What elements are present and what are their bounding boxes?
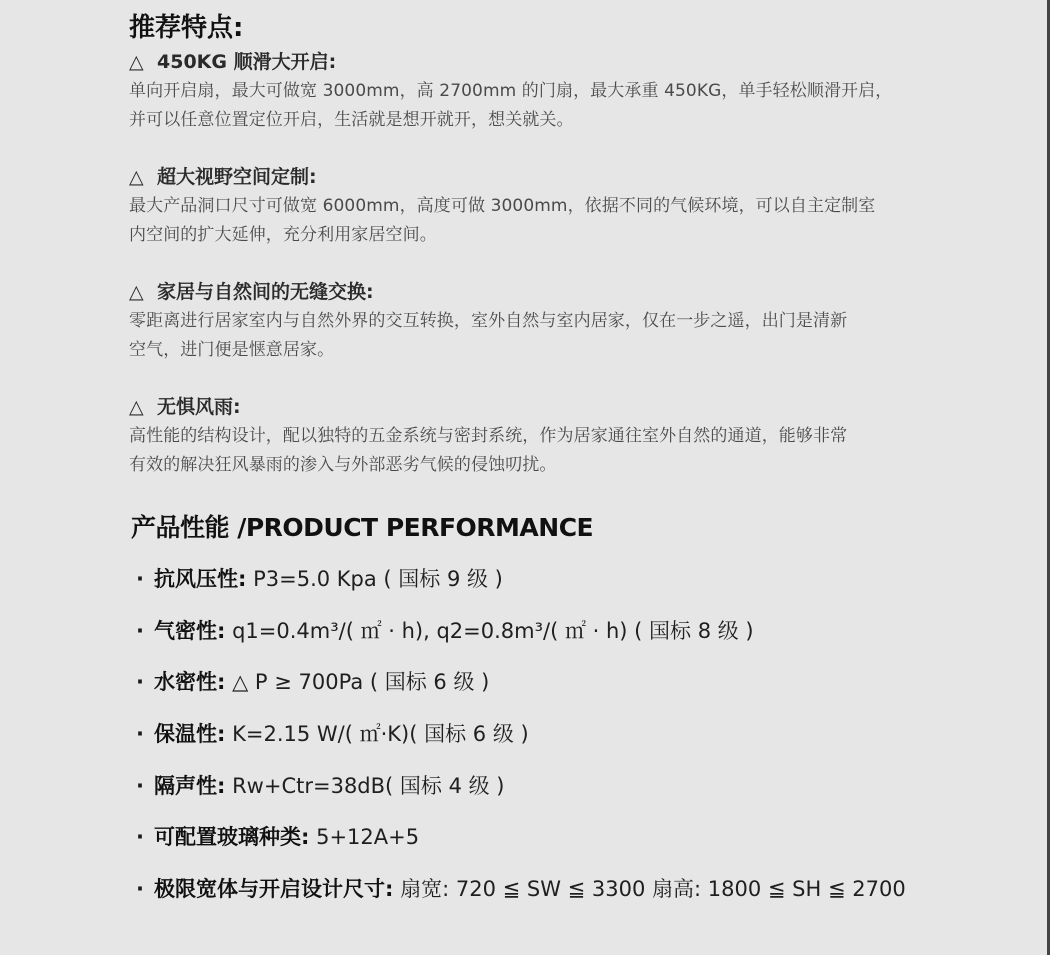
feature-body xyxy=(129,77,969,135)
performance-list xyxy=(136,561,1016,923)
bullet-icon: · xyxy=(136,618,144,643)
performance-item xyxy=(136,561,1016,613)
feature-heading-text: 超大视野空间定制: xyxy=(157,166,317,188)
feature-item xyxy=(129,278,969,365)
bullet-icon: · xyxy=(136,825,144,850)
feature-heading-text: 450KG 顺滑大开启: xyxy=(157,51,337,73)
performance-value: Rw+Ctr=38dB( 国标 4 级 ) xyxy=(232,773,505,798)
feature-body xyxy=(129,422,969,480)
performance-label: 抗风压性: xyxy=(154,567,247,591)
feature-line: 单向开启扇，最大可做宽 3000mm，高 2700mm 的门扇，最大承重 450KG，单手轻松顺滑开启， xyxy=(129,81,893,101)
feature-item xyxy=(129,393,969,480)
feature-line: 高性能的结构设计，配以独特的五金系统与密封系统，作为居家通往室外自然的通道，能够非常 xyxy=(129,426,848,446)
bullet-icon: · xyxy=(136,567,144,591)
performance-label: 气密性: xyxy=(154,618,226,643)
feature-line: 并可以任意位置定位开启，生活就是想开就开，想关就关。 xyxy=(129,110,574,130)
performance-item xyxy=(136,819,1016,871)
feature-line: 内空间的扩大延伸，充分利用家居空间。 xyxy=(129,225,437,245)
performance-title: 产品性能 /PRODUCT PERFORMANCE xyxy=(131,513,594,542)
triangle-icon: △ xyxy=(129,396,144,418)
feature-heading-text: 无惧风雨: xyxy=(157,396,241,418)
feature-heading xyxy=(129,163,969,192)
performance-label: 水密性: xyxy=(154,670,226,695)
feature-body xyxy=(129,192,969,250)
performance-label: 保温性: xyxy=(154,722,226,747)
performance-value: K=2.15 W/( ㎡·K)( 国标 6 级 ) xyxy=(232,722,529,747)
feature-line: 有效的解决狂风暴雨的渗入与外部恶劣气候的侵蚀叨扰。 xyxy=(129,455,557,475)
performance-label: 可配置玻璃种类: xyxy=(154,825,310,850)
performance-item xyxy=(136,613,1016,665)
feature-heading xyxy=(129,48,969,77)
triangle-icon: △ xyxy=(129,281,144,303)
performance-item xyxy=(136,716,1016,768)
feature-heading xyxy=(129,393,969,422)
performance-value: △ P ≥ 700Pa ( 国标 6 级 ) xyxy=(232,670,490,695)
bullet-icon: · xyxy=(136,722,144,747)
performance-label: 极限宽体与开启设计尺寸: xyxy=(154,877,394,902)
bullet-icon: · xyxy=(136,877,144,902)
feature-line: 零距离进行居家室内与自然外界的交互转换，室外自然与室内居家，仅在一步之遥，出门是清新 xyxy=(129,311,848,331)
feature-heading xyxy=(129,278,969,307)
performance-label: 隔声性: xyxy=(154,773,226,798)
feature-item xyxy=(129,163,969,250)
recommend-title: 推荐特点: xyxy=(129,13,244,43)
performance-value: q1=0.4m³/( ㎡ · h), q2=0.8m³/( ㎡ · h) ( 国标 8 级 ) xyxy=(232,618,754,643)
triangle-icon: △ xyxy=(129,166,144,188)
performance-item xyxy=(136,664,1016,716)
feature-line: 最大产品洞口尺寸可做宽 6000mm，高度可做 3000mm，依据不同的气候环境，可以自主定制室 xyxy=(129,196,876,216)
triangle-icon: △ xyxy=(129,51,144,73)
feature-item xyxy=(129,48,969,135)
bullet-icon: · xyxy=(136,670,144,695)
feature-body xyxy=(129,307,969,365)
performance-value: 扇宽: 720 ≦ SW ≦ 3300 扇高: 1800 ≦ SH ≦ 2700 xyxy=(400,877,906,902)
performance-value: 5+12A+5 xyxy=(316,825,420,850)
feature-heading-text: 家居与自然间的无缝交换: xyxy=(157,281,374,303)
performance-item xyxy=(136,871,1016,923)
performance-item xyxy=(136,768,1016,820)
feature-line: 空气，进门便是惬意居家。 xyxy=(129,340,335,360)
performance-value: P3=5.0 Kpa ( 国标 9 级 ) xyxy=(253,567,503,591)
bullet-icon: · xyxy=(136,773,144,798)
recommend-section xyxy=(129,8,969,480)
